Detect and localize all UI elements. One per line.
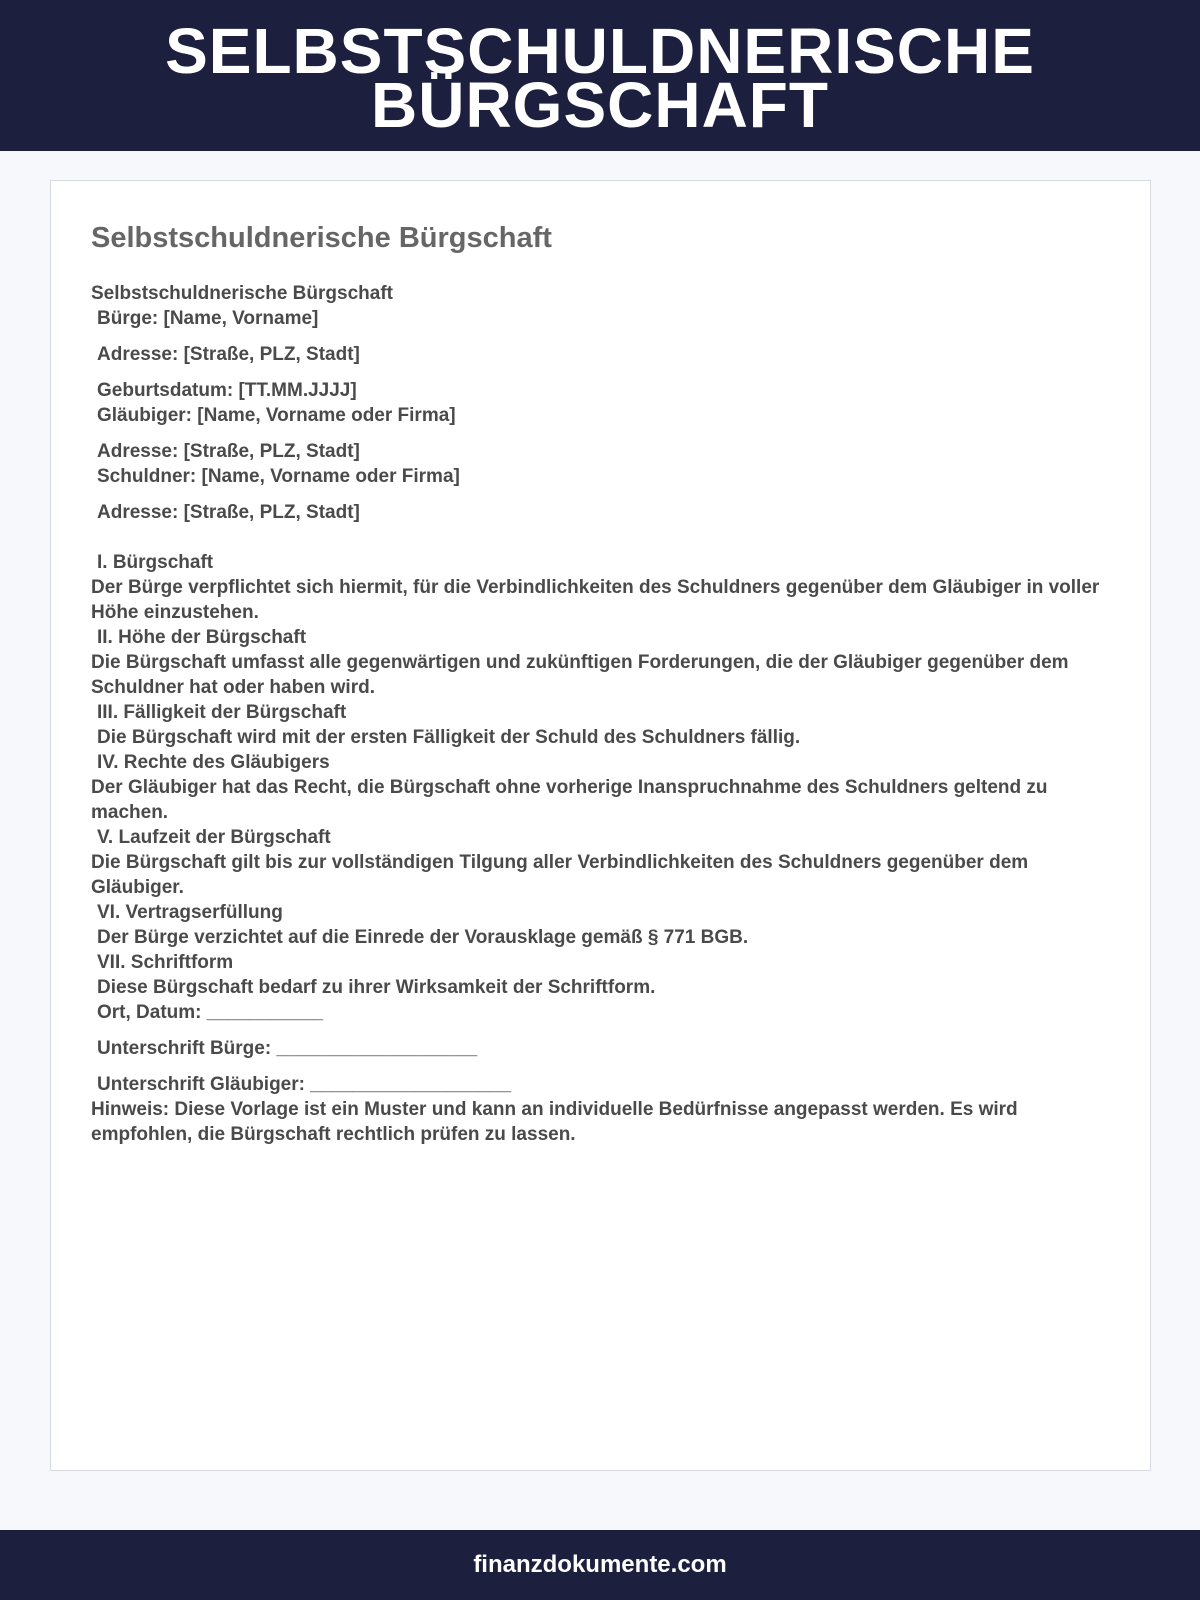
section-heading-7: VII. Schriftform — [97, 952, 234, 973]
debtor-name-line: Schuldner: [Name, Vorname oder Firma] — [97, 466, 460, 487]
banner-title — [0, 15, 1200, 141]
section-heading-4: IV. Rechte des Gläubigers — [97, 752, 330, 773]
section-heading-2: II. Höhe der Bürgschaft — [97, 627, 307, 648]
place-date-line: Ort, Datum: ___________ — [97, 1002, 324, 1023]
section-text-4: Der Gläubiger hat das Recht, die Bürgschaft ohne vorherige Inanspruchnahme des Schuldners geltend zu machen. — [91, 777, 1048, 823]
guarantor-birthdate-line: Geburtsdatum: [TT.MM.JJJJ] — [97, 380, 357, 401]
document-body — [91, 281, 1110, 1147]
guarantor-address-line: Adresse: [Straße, PLZ, Stadt] — [97, 344, 360, 365]
section-heading-3: III. Fälligkeit der Bürgschaft — [97, 702, 347, 723]
section-text-3: Die Bürgschaft wird mit der ersten Fälligkeit der Schuld des Schuldners fällig. — [97, 727, 801, 748]
section-heading-1: I. Bürgschaft — [97, 552, 214, 573]
section-text-2: Die Bürgschaft umfasst alle gegenwärtigen und zukünftigen Forderungen, die der Gläubiger gegenüber dem Schuldner hat oder haben wird. — [91, 652, 1069, 698]
document-heading: Selbstschuldnerische Bürgschaft — [91, 222, 552, 254]
creditor-address-line: Adresse: [Straße, PLZ, Stadt] — [97, 441, 360, 462]
section-heading-5: V. Laufzeit der Bürgschaft — [97, 827, 331, 848]
doc-subtitle: Selbstschuldnerische Bürgschaft — [91, 283, 393, 304]
section-text-7: Diese Bürgschaft bedarf zu ihrer Wirksamkeit der Schriftform. — [97, 977, 656, 998]
disclaimer-note: Hinweis: Diese Vorlage ist ein Muster und kann an individuelle Bedürfnisse angepasst werden. Es wird empfohlen, die Bürgschaft rechtlich prüfen zu lassen. — [91, 1099, 1018, 1145]
section-text-1: Der Bürge verpflichtet sich hiermit, für die Verbindlichkeiten des Schuldners gegenüber dem Gläubiger in voller Höhe einzustehen. — [91, 577, 1100, 623]
banner-title-line-1: SELBSTSCHULDNERISCHE — [165, 15, 1035, 87]
section-heading-6: VI. Vertragserfüllung — [97, 902, 283, 923]
creditor-signature-line: Unterschrift Gläubiger: ___________________ — [97, 1074, 512, 1095]
section-text-6: Der Bürge verzichtet auf die Einrede der Vorausklage gemäß § 771 BGB. — [97, 927, 749, 948]
banner-title-line-2: BÜRGSCHAFT — [371, 69, 829, 141]
footer-bar — [0, 1530, 1200, 1600]
guarantor-signature-line: Unterschrift Bürge: ___________________ — [97, 1038, 478, 1059]
creditor-name-line: Gläubiger: [Name, Vorname oder Firma] — [97, 405, 456, 426]
guarantor-name-line: Bürge: [Name, Vorname] — [97, 308, 319, 329]
footer-site-name: finanzdokumente.com — [473, 1551, 727, 1578]
title-banner — [0, 0, 1200, 151]
section-text-5: Die Bürgschaft gilt bis zur vollständigen Tilgung aller Verbindlichkeiten des Schuldners gegenüber dem Gläubiger. — [91, 852, 1029, 898]
document-card — [50, 180, 1151, 1471]
debtor-address-line: Adresse: [Straße, PLZ, Stadt] — [97, 502, 360, 523]
